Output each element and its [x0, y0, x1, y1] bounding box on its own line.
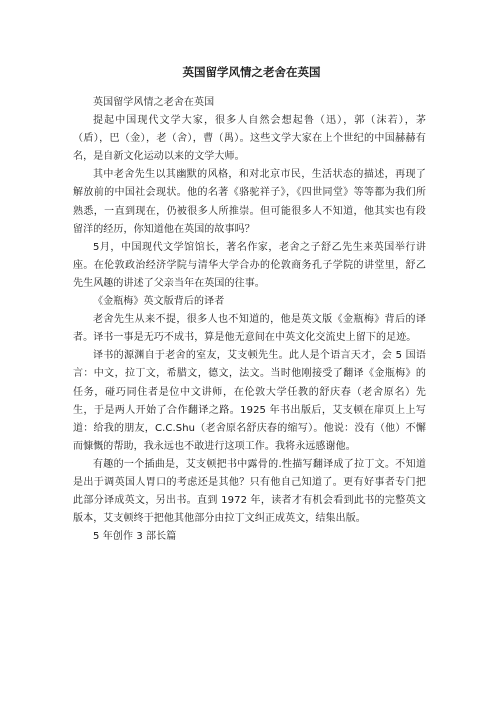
paragraph-subtitle: 英国留学风情之老舍在英国 [93, 97, 215, 108]
paragraph-intro: 提起中国现代文学大家，很多人自然会想起鲁（迅），郭（沫若），茅（盾），巴（金），老（舍），曹（禺）。这些文学大家在上个世纪的中国赫赫有名，是自新文化运动以来的文学大师。 [73, 115, 426, 163]
paragraph-latin: 有趣的一个插曲是，艾支顿把书中露骨的.性描写翻译成了拉丁文。不知道是出于调英国人胃口的考虑还是其他？只有他自己知道了。更有好事者专门把此部分译成英文，另出书。直到 1972 年，读者才有机会看到此书的完整英文版本，艾支顿终于把他其他部分由拉丁文纠正成英文，结集出版。 [73, 458, 426, 525]
section-heading-novels: 5 年创作 3 部长篇 [93, 531, 177, 543]
document-title: 英国留学风情之老舍在英国 [182, 65, 321, 79]
paragraph-lecture: 5月，中国现代文学馆馆长，著名作家，老舍之子舒乙先生来英国举行讲座。在伦敦政治经济学院与清华大学合办的伦敦商务孔子学院的讲堂里，舒乙先生风趣的讲述了父亲当年在英国的往事。 [73, 241, 426, 289]
section-heading-translator: 《金瓶梅》英文版背后的译者 [93, 296, 225, 308]
paragraph-egerton: 译书的源渊自于老舍的室友，艾支顿先生。此人是个语言天才，会 5 国语言：中文，拉丁文，希腊文，德文，法文。当时他刚接受了翻译《金瓶梅》的任务，碰巧同住者是位中文讲师，在伦敦大学任教的舒庆春（老舍原名）先生，于是两人开始了合作翻译之路。1925 年书出版后，艾支顿在扉页上上写道：给我的朋友，C.C.Shu（老舍原名舒庆春的缩写）。他说：没有（他）不懈而慷慨的帮助，我永远也不敢进行这项工作。我将永远感谢他。 [73, 350, 426, 452]
paragraph-laoshe-style: 其中老舍先生以其幽默的风格，和对北京市民，生活状态的描述，再现了解放前的中国社会现状。他的名著《骆驼祥子》，《四世同堂》等等都为我们所熟悉，一直到现在，仍被很多人所推崇。但可能很多人不知道，他其实也有段留洋的经历，你知道他在英国的故事吗？ [73, 169, 426, 235]
paragraph-translator: 老舍先生从来不提，很多人也不知道的，他是英文版《金瓶梅》背后的译者。译书一事是无巧不成书，算是他无意间在中英文化交流史上留下的足迹。 [73, 314, 426, 344]
